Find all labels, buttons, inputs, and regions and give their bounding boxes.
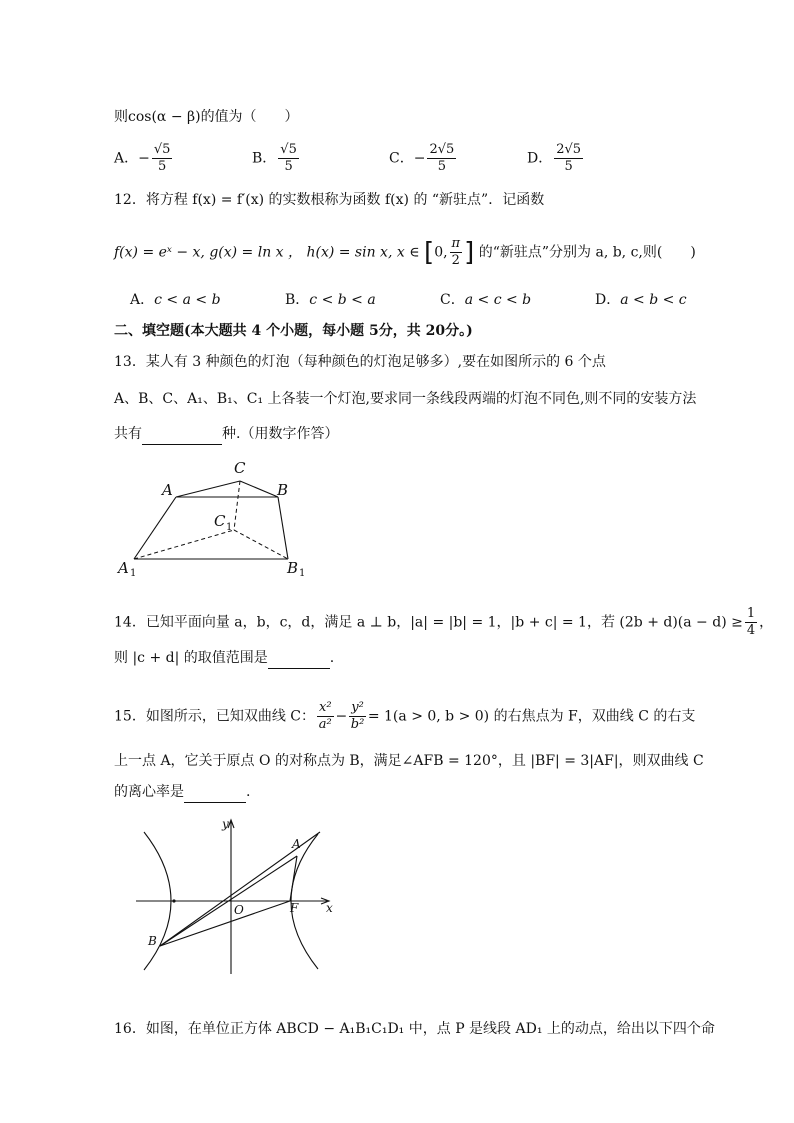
q12-option-b	[285, 290, 376, 310]
subscript-1: 1	[299, 568, 306, 579]
option-label: C．	[440, 292, 465, 308]
question-number: 12．	[114, 192, 146, 208]
q13-stem: 某人有 3 种颜色的灯泡（每种颜色的灯泡足够多）,要在如图所示的 6 个点	[145, 354, 606, 370]
q14-text: .	[329, 650, 335, 666]
q14-line1	[114, 606, 773, 639]
line-BF	[160, 901, 290, 946]
question-number: 14．	[114, 614, 146, 631]
q15-text: .	[246, 784, 251, 800]
q16-line1	[114, 1019, 715, 1039]
question-number: 16．	[114, 1021, 146, 1037]
q11-prefix: 则	[114, 109, 128, 125]
q16-stem: 如图，在单位正方体 ABCD − A₁B₁C₁D₁ 中，点 P 是线段 AD₁ 上的动点，给出以下四个命	[145, 1021, 715, 1037]
right-bracket: ]	[464, 237, 475, 268]
q12-stem-end: 的“新驻点”分别为 a, b, c,则( )	[478, 244, 696, 261]
fraction-denominator: 5	[284, 159, 293, 174]
edge-BB1	[278, 497, 288, 559]
fraction-denominator: 5	[564, 159, 573, 174]
option-label: A．	[114, 150, 139, 167]
q11-suffix: 的值为（ ）	[200, 109, 299, 125]
label-y: y	[222, 817, 229, 831]
answer-blank[interactable]	[142, 424, 222, 445]
question-number: 13．	[114, 354, 146, 370]
q12-option-d	[595, 290, 687, 310]
option-fraction	[278, 142, 299, 175]
q15-stem: 如图所示，已知双曲线 C：	[145, 708, 315, 725]
q12-line2	[114, 236, 696, 269]
q15-stem: = 1(a > 0, b > 0) 的右焦点为 F，双曲线 C 的右支	[367, 708, 696, 725]
label-B: B	[148, 934, 157, 948]
option-label: B．	[252, 150, 277, 167]
fraction-denominator: 4	[746, 623, 756, 638]
fraction-numerator: √5	[280, 142, 297, 157]
q11-tail	[114, 107, 299, 127]
edge-AA1	[134, 497, 176, 559]
label-x: x	[326, 901, 333, 915]
q13-text: 共有	[114, 426, 142, 442]
q12-functions: f(x) = eˣ − x, g(x) = ln x ， h(x) = sin x, x ∈	[114, 244, 420, 261]
q11-option-c	[389, 142, 458, 175]
fraction-denominator: 2	[451, 253, 460, 268]
q14-fraction	[745, 606, 757, 639]
q15-line1: 15．如图所示，已知双曲线 C： $\frac{\text{x²}}{\text{a²}}$ − $\frac{\text{y²}}{\text{b²}}$ = 1(a > 0, b > 0) 的右焦点为 F，双曲线 C 的右支	[114, 700, 696, 732]
label-C1: C	[214, 512, 226, 530]
option-fraction	[152, 142, 173, 175]
q15-text: 的离心率是	[114, 784, 184, 800]
q15-line2: 上一点 A，它关于原点 O 的对称点为 B，满足∠AFB = 120°，且 |BF| = 3|AF|，则双曲线 C	[114, 753, 704, 769]
fraction-denominator: b²	[350, 717, 365, 732]
q14-text: 则 |c + d| 的取值范围是	[114, 650, 268, 666]
label-A1: A	[118, 559, 129, 577]
subscript-1: 1	[130, 568, 137, 579]
q14-line2	[114, 648, 334, 669]
q12-option-a	[130, 290, 221, 310]
interval-left: 0,	[434, 244, 448, 261]
q12-stem: 将方程 f(x) = f′(x) 的实数根称为函数 f(x) 的 “新驻点”．记函数	[145, 192, 545, 208]
option-label: A．	[130, 292, 155, 308]
option-label: C．	[389, 150, 414, 167]
fraction-numerator: 1	[746, 606, 756, 621]
q11-option-a	[114, 142, 174, 175]
option-text: a < c < b	[464, 292, 532, 308]
label-C: C	[234, 459, 246, 477]
fraction-numerator: 2√5	[429, 142, 455, 157]
interval-fraction	[450, 236, 463, 269]
q13-line3	[114, 424, 338, 445]
q12-line1	[114, 190, 544, 210]
option-text: c < a < b	[154, 292, 221, 308]
edge-CC1	[234, 481, 240, 530]
fraction-numerator: 2√5	[556, 142, 582, 157]
option-sign: −	[138, 150, 150, 167]
edge-A1C1	[134, 530, 234, 559]
option-text: c < b < a	[309, 292, 376, 308]
x2-over-a2	[317, 700, 334, 733]
q14-tail: ，	[759, 614, 774, 631]
fraction-numerator: x²	[319, 700, 332, 715]
q13-line2: A、B、C、A₁、B₁、C₁ 上各装一个灯泡,要求同一条线段两端的灯泡不同色,则不同的安装方法	[114, 391, 697, 407]
label-B1: B	[287, 559, 299, 577]
q13-line1	[114, 352, 606, 372]
option-fraction	[427, 142, 456, 175]
option-sign: −	[413, 150, 426, 167]
q11-option-d	[527, 142, 585, 175]
fraction-denominator: 5	[437, 159, 446, 174]
q14-stem: 已知平面向量 a，b，c，d，满足 a ⊥ b，|a| = |b| = 1，|b + c| = 1，若 (2b + d)(a − d) ≥	[145, 614, 743, 631]
answer-blank[interactable]	[184, 782, 246, 803]
q15-figure	[130, 814, 340, 979]
option-label: B．	[285, 292, 310, 308]
q11-expression: cos(α − β)	[128, 109, 201, 125]
option-fraction	[554, 142, 583, 175]
label-B: B	[277, 481, 289, 499]
subscript-1: 1	[226, 522, 233, 533]
option-label: D．	[595, 292, 621, 308]
label-A: A	[162, 481, 173, 499]
left-bracket: [	[424, 237, 435, 268]
fraction-denominator: a²	[318, 717, 332, 732]
option-text: a < b < c	[620, 292, 687, 308]
question-number: 15．	[114, 708, 146, 725]
label-F: F	[290, 901, 299, 915]
label-A: A	[292, 837, 301, 851]
edge-C1B1	[234, 530, 288, 559]
focus-point	[172, 899, 175, 902]
edge-AC	[176, 481, 240, 497]
line-AF	[290, 856, 297, 901]
q15-line3	[114, 782, 250, 803]
fraction-numerator: y²	[351, 700, 364, 715]
q13-figure	[110, 455, 310, 580]
q11-option-b	[252, 142, 301, 175]
fraction-denominator: 5	[158, 159, 167, 174]
answer-blank[interactable]	[268, 648, 330, 669]
q13-text: 种.（用数字作答）	[222, 426, 339, 442]
fraction-numerator: √5	[153, 142, 171, 157]
fraction-numerator: π	[451, 236, 461, 251]
edge-CB	[240, 481, 278, 497]
y2-over-b2	[349, 700, 366, 733]
section-heading: 二、填空题(本大题共 4 个小题，每小题 5分，共 20分。)	[114, 323, 473, 339]
label-O: O	[234, 903, 244, 917]
q12-option-c	[440, 290, 531, 310]
option-label: D．	[527, 150, 553, 167]
